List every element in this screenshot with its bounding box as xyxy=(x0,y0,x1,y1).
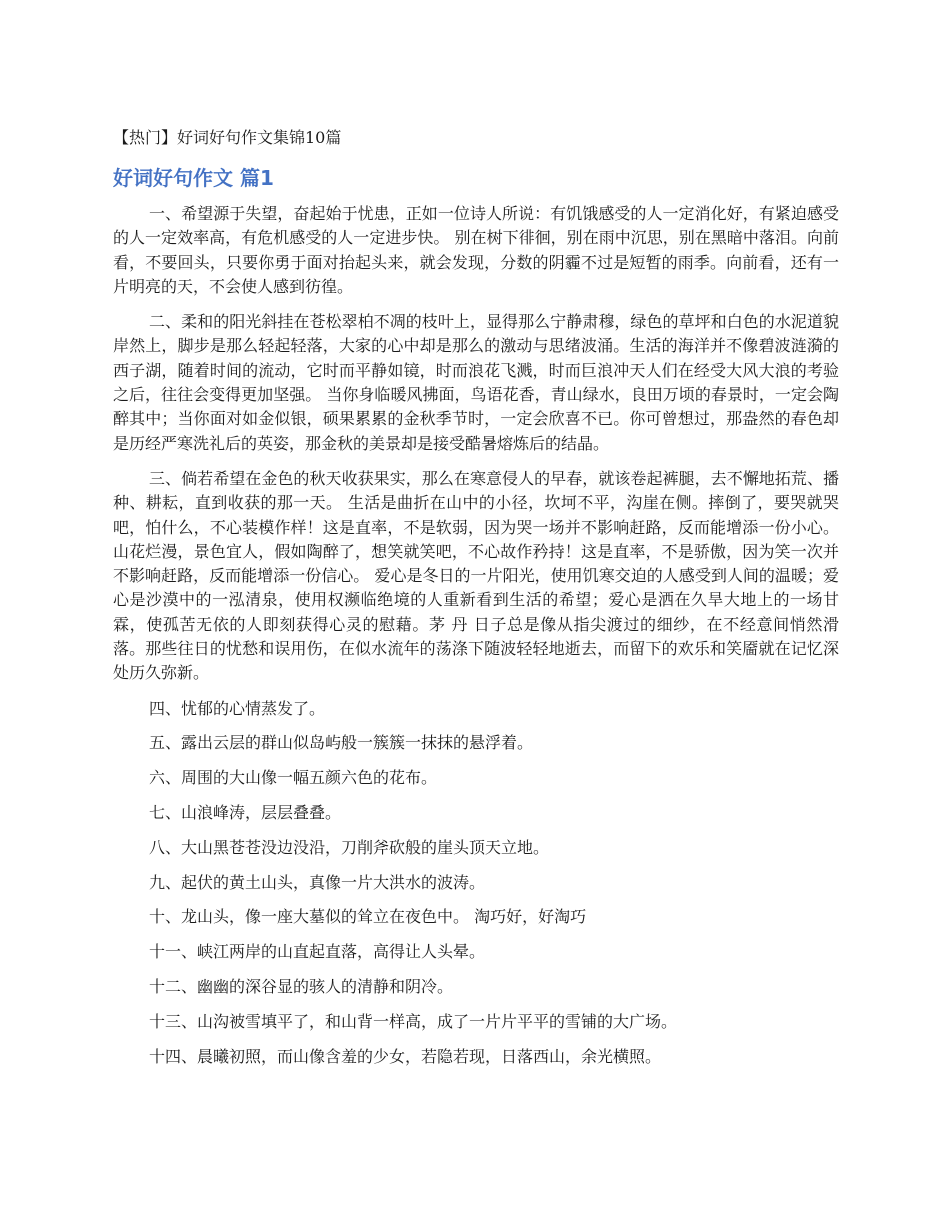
paragraph-12: 十二、幽幽的深谷显的骇人的清静和阴冷。 xyxy=(149,977,454,997)
paragraph-5: 五、露出云层的群山似岛屿般一簇簇一抹抹的悬浮着。 xyxy=(149,733,534,753)
document-title: 【热门】好词好句作文集锦10篇 xyxy=(113,128,342,147)
paragraph-10: 十、龙山头，像一座大墓似的耸立在夜色中。 淘巧好，好淘巧 xyxy=(149,907,587,927)
paragraph-11: 十一、峡江两岸的山直起直落，高得让人头晕。 xyxy=(149,942,486,962)
paragraph-3: 三、倘若希望在金色的秋天收获果实，那么在寒意侵人的早春，就该卷起裤腿，去不懈地拓荒、播种、耕耘，直到收获的那一天。 生活是曲折在山中的小径，坎坷不平，沟崖在侧。摔倒了，要哭就哭吧，怕什么，不心装模作样！这是直率，不是软弱，因为哭一场并不影响赶路，反而能增添一份小心。山花烂漫，景色宜人，假如陶醉了，想笑就笑吧，不心故作矜持！这是直率，不是骄傲，因为笑一次并不影响赶路，反而能增添一份信心。 爱心是冬日的一片阳光，使用饥寒交迫的人感受到人间的温暖；爱心是沙漠中的一泓清泉，使用权濒临绝境的人重新看到生活的希望；爱心是洒在久旱大地上的一场甘霖，使孤苦无依的人即刻获得心灵的慰藉。茅 丹 日子总是像从指尖渡过的细纱，在不经意间悄然滑落。那些往日的忧愁和误用伤，在似水流年的荡涤下随波轻轻地逝去，而留下的欢乐和笑靥就在记忆深处历久弥新。 xyxy=(113,468,839,683)
section-heading: 好词好句作文 篇1 xyxy=(113,166,274,190)
paragraph-13: 十三、山沟被雪填平了，和山背一样高，成了一片片平平的雪铺的大广场。 xyxy=(149,1011,678,1031)
paragraph-2: 二、柔和的阳光斜挂在苍松翠柏不凋的枝叶上，显得那么宁静肃穆，绿色的草坪和白色的水泥道貌岸然上，脚步是那么轻起轻落，大家的心中却是那么的激动与思绪波涌。生活的海洋并不像碧波涟漪的西子湖，随着时间的流动，它时而平静如镜，时而浪花飞溅，时而巨浪冲天人们在经受大风大浪的考验之后，往往会变得更加坚强。 当你身临暖风拂面，鸟语花香，青山绿水，良田万顷的春景时，一定会陶醉其中；当你面对如金似银，硕果累累的金秋季节时，一定会欣喜不已。你可曾想过，那盎然的春色却是历经严寒洗礼后的英姿，那金秋的美景却是接受酷暑熔炼后的结晶。 xyxy=(113,312,839,453)
paragraph-4: 四、忧郁的心情蒸发了。 xyxy=(149,698,326,718)
paragraph-9: 九、起伏的黄土山头，真像一片大洪水的波涛。 xyxy=(149,872,486,892)
paragraph-6: 六、周围的大山像一幅五颜六色的花布。 xyxy=(149,768,438,788)
document-page xyxy=(113,126,839,1079)
paragraph-7: 七、山浪峰涛，层层叠叠。 xyxy=(149,803,342,823)
paragraph-14: 十四、晨曦初照，而山像含羞的少女，若隐若现，日落西山，余光横照。 xyxy=(149,1046,662,1066)
paragraph-1: 一、希望源于失望，奋起始于忧患，正如一位诗人所说：有饥饿感受的人一定消化好，有紧迫感受的人一定效率高，有危机感受的人一定进步快。 别在树下徘徊，别在雨中沉思，别在黑暗中落泪。向前看，不要回头，只要你勇于面对抬起头来，就会发现，分数的阴霾不过是短暂的雨季。向前看，还有一片明亮的天，不会使人感到彷徨。 xyxy=(113,204,839,296)
paragraph-8: 八、大山黑苍苍没边没沿，刀削斧砍般的崖头顶天立地。 xyxy=(149,837,550,857)
